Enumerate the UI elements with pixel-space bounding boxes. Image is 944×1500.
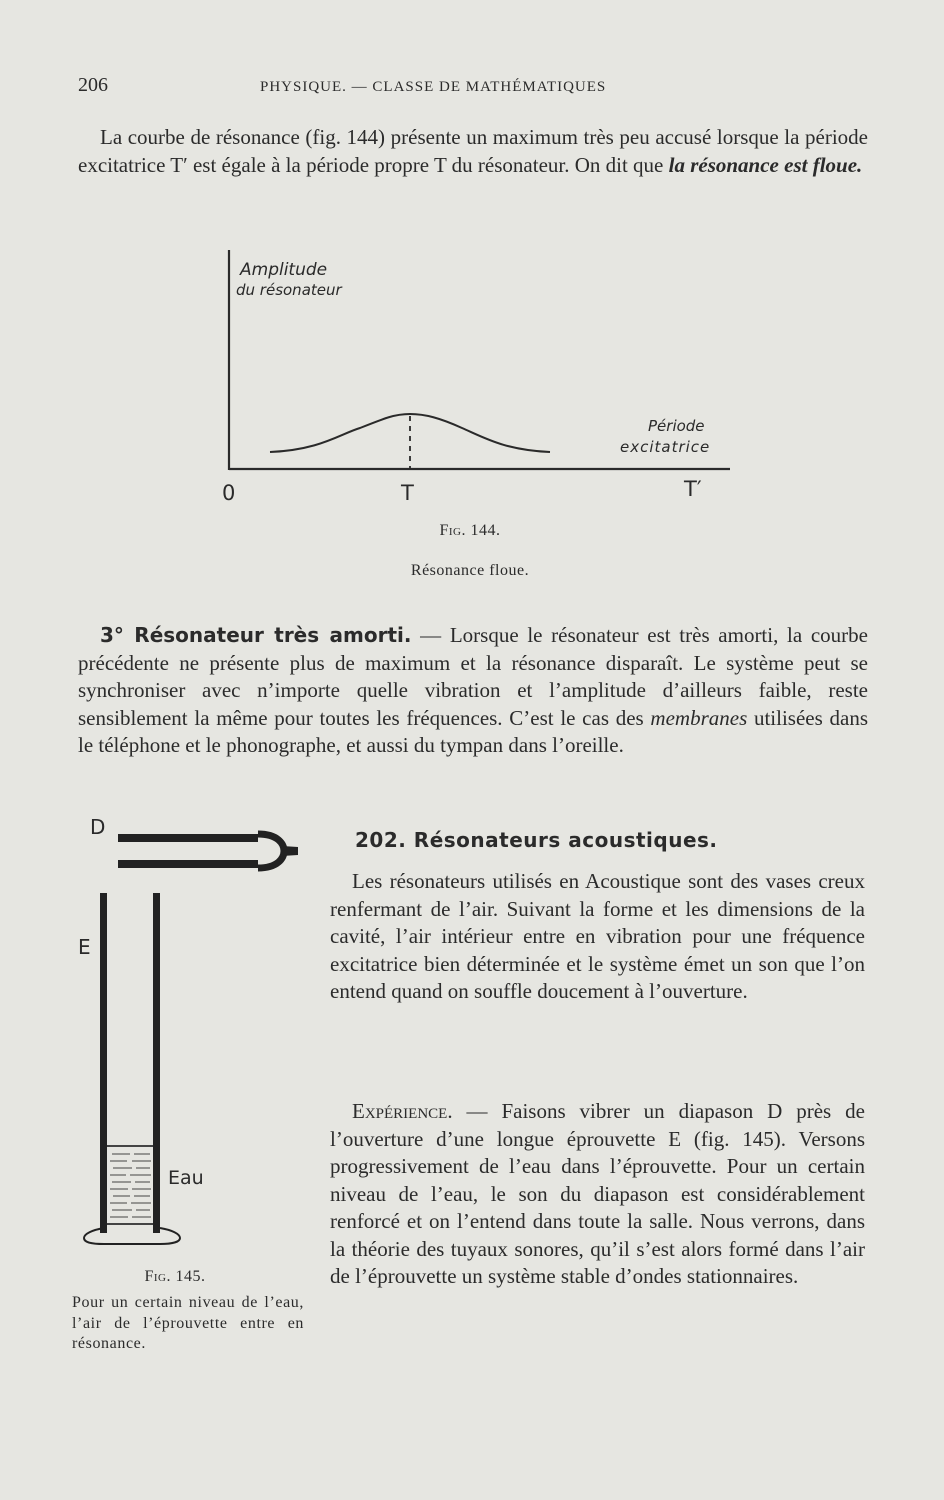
- figure-144-caption-text: Résonance floue.: [410, 562, 530, 579]
- page-number: 206: [78, 74, 108, 96]
- page-header: [78, 74, 868, 104]
- figure-144: [200, 238, 760, 508]
- section-202-paragraph-2: Expérience. — Faisons vibrer un diapason D près de l’ouverture d’une longue éprouvette E (fig. 145). Versons progressivement de l’eau dans l’éprouvette. Pour un certain niveau de l’eau, le son du diapason est considérablement renforcé et on l’entend dans toute la salle. Nous verrons, dans la théorie des tuyaux sonores, qu’il s’est alors formé dans l’air de l’éprouvette un système stable d’ondes stationnaires.: [330, 1099, 865, 1288]
- y-axis-label-line2: du résonateur: [236, 281, 342, 299]
- membranes-emphasis: membranes: [650, 705, 748, 730]
- tuning-fork: [118, 834, 298, 868]
- intro-emphasis: la résonance est floue.: [668, 152, 863, 177]
- tick-T-prime: T′: [684, 477, 702, 501]
- label-D: D: [90, 815, 106, 839]
- tuning-fork-tube-diagram: [72, 808, 322, 1258]
- test-tube: [84, 893, 180, 1244]
- figure-145-caption-text: Pour un certain niveau de l’eau, l’air de l’éprouvette entre en résonance.: [72, 1294, 304, 1352]
- section-202-paragraph-1: Les résonateurs utilisés en Acoustique sont des vases creux renfermant de l’air. Suivant la forme et les dimensions de la cavité, l’air intérieur entre en vibration pour une fréquence excitatrice bien déterminée et le système émet un son que l’on entend quand on souffle doucement à l’ouverture.: [330, 869, 865, 1003]
- x-axis-label-line1: Période: [648, 417, 705, 435]
- section-202-title: 202. Résonateurs acoustiques.: [355, 828, 718, 852]
- y-axis-label-line1: Amplitude: [240, 260, 328, 280]
- figure-145: [72, 808, 322, 1258]
- label-E: E: [78, 935, 91, 959]
- label-eau: Eau: [168, 1167, 204, 1189]
- water-column: [107, 1146, 153, 1224]
- running-title: PHYSIQUE. — CLASSE DE MATHÉMATIQUES: [260, 79, 607, 95]
- figure-145-caption-number: Fig. 145.: [144, 1268, 206, 1285]
- intro-text: La courbe de résonance (fig. 144) présente un maximum très peu accusé lorsque la période excitatrice T′ est égale à la période propre T du résonateur. On dit que: [78, 125, 868, 177]
- intro-paragraph: [78, 124, 868, 179]
- section-3-paragraph: 3° Résonateur très amorti. — Lorsque le résonateur est très amorti, la courbe précédente ne présente plus de maximum et la résonance disparaît. Le système peut se synchroniser avec n’importe quelle vibration et l’amplitude d’ailleurs faible, reste sensiblement la même pour toutes les fréquences. C’est le cas des membranes utilisées dans le téléphone et le phonographe, et aussi du tympan dans l’oreille.: [78, 623, 868, 757]
- x-axis-label-line2: excitatrice: [620, 438, 711, 456]
- section-3-heading: 3° Résonateur très amorti.: [100, 623, 412, 647]
- experience-label: Expérience.: [352, 1099, 453, 1123]
- tick-origin: 0: [222, 481, 236, 505]
- figure-144-caption-number: Fig. 144.: [439, 522, 501, 539]
- resonance-curve-diagram: [200, 238, 760, 508]
- tick-T: T: [401, 481, 414, 505]
